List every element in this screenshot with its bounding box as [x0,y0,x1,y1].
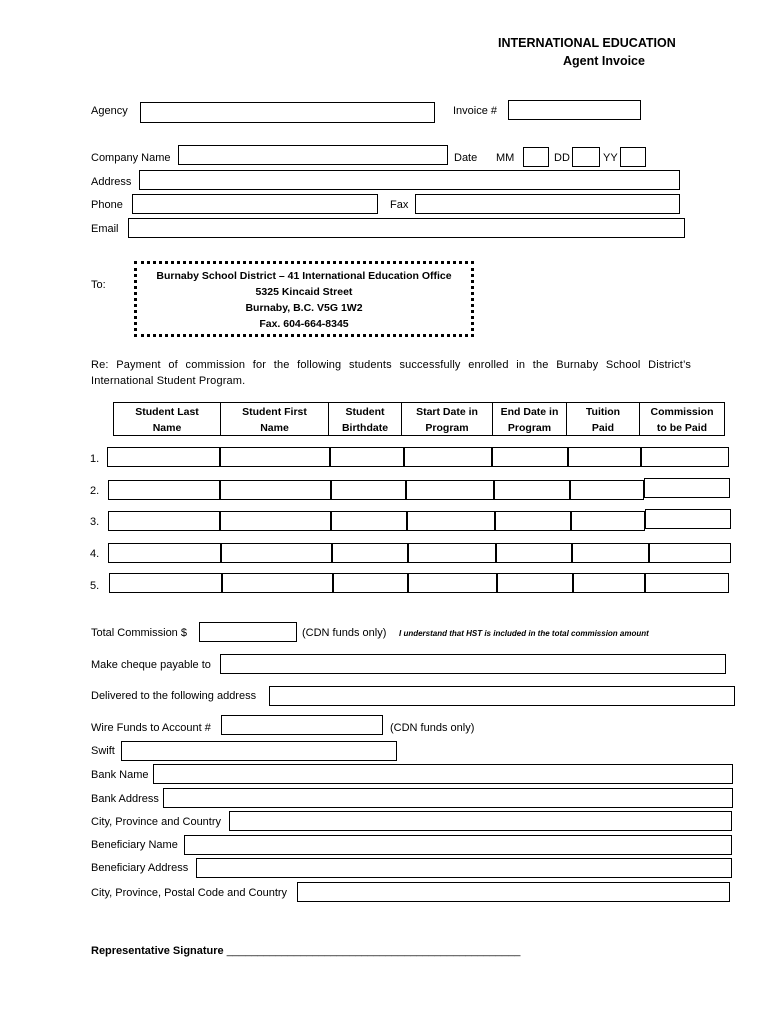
row3-last-name-input[interactable] [108,511,220,531]
row1-first-name-input[interactable] [220,447,330,467]
beneficiary-address-label: Beneficiary Address [91,862,189,874]
date-label: Date [454,152,478,164]
row3-end-date-input[interactable] [495,511,571,531]
header-text: Student First [242,406,307,418]
header-first-name [220,402,328,436]
company-name-input[interactable] [178,145,448,165]
total-commission-label: Total Commission $ [91,627,187,639]
cheque-payable-input[interactable] [220,654,726,674]
cheque-payable-label: Make cheque payable to [91,659,211,671]
row1-birthdate-input[interactable] [330,447,404,467]
signature-label: Representative Signature [91,945,224,957]
invoice-number-input[interactable] [508,100,641,120]
bank-city-label: City, Province and Country [91,816,222,828]
month-input[interactable] [523,147,549,167]
header-text: Student [345,406,385,418]
row2-last-name-input[interactable] [108,480,220,500]
row5-start-date-input[interactable] [408,573,497,593]
year-label: YY [603,152,618,164]
row4-commission-input[interactable] [649,543,731,563]
header-text: End Date in [500,406,559,418]
address-input[interactable] [139,170,680,190]
row-number: 5. [90,580,100,592]
recipient-line: Fax. 604-664-8345 [259,318,349,330]
row2-end-date-input[interactable] [494,480,570,500]
row4-birthdate-input[interactable] [332,543,408,563]
fax-label: Fax [390,199,409,211]
header-tuition [566,402,639,436]
row1-last-name-input[interactable] [107,447,220,467]
header-text: Start Date in [416,406,478,418]
company-name-label: Company Name [91,152,171,164]
year-input[interactable] [620,147,646,167]
fax-input[interactable] [415,194,680,214]
row-number: 4. [90,548,100,560]
recipient-line: Burnaby School District – 41 International Education Office [156,270,452,282]
row3-birthdate-input[interactable] [331,511,407,531]
row5-end-date-input[interactable] [497,573,573,593]
recipient-address-box [134,261,474,337]
phone-input[interactable] [132,194,378,214]
delivered-address-label: Delivered to the following address [91,690,257,702]
header-commission [639,402,725,436]
row5-last-name-input[interactable] [109,573,222,593]
total-commission-input[interactable] [199,622,297,642]
bank-name-label: Bank Name [91,769,149,781]
header-text: Program [425,422,469,434]
cdn-funds-label: (CDN funds only) [302,627,387,639]
month-label: MM [496,152,515,164]
header-text: Program [507,422,552,434]
invoice-label: Invoice # [453,105,498,117]
form-subtitle: Agent Invoice [563,54,645,68]
row2-tuition-input[interactable] [570,480,644,500]
header-start-date [401,402,492,436]
row3-commission-input[interactable] [645,509,731,529]
bank-city-input[interactable] [229,811,732,831]
row2-birthdate-input[interactable] [331,480,406,500]
beneficiary-address-input[interactable] [196,858,732,878]
phone-label: Phone [91,199,123,211]
beneficiary-city-label: City, Province, Postal Code and Country [91,887,288,899]
agency-label: Agency [91,105,128,117]
header-text: Commission [650,406,714,418]
header-text: Name [152,422,182,434]
form-title: INTERNATIONAL EDUCATION [498,36,676,50]
row1-commission-input[interactable] [641,447,729,467]
row4-tuition-input[interactable] [572,543,649,563]
signature-line[interactable]: ________________________________________________ [226,945,521,957]
row-number: 1. [90,453,100,465]
beneficiary-name-input[interactable] [184,835,732,855]
agency-input[interactable] [140,102,435,123]
beneficiary-city-input[interactable] [297,882,730,902]
row5-birthdate-input[interactable] [333,573,408,593]
swift-label: Swift [91,745,115,757]
wire-account-input[interactable] [221,715,383,735]
beneficiary-name-label: Beneficiary Name [91,839,178,851]
row2-commission-input[interactable] [644,478,730,498]
day-input[interactable] [572,147,600,167]
row1-end-date-input[interactable] [492,447,568,467]
header-end-date [492,402,566,436]
row4-end-date-input[interactable] [496,543,572,563]
hst-note: I understand that HST is included in the total commission amount [399,629,649,638]
row4-last-name-input[interactable] [108,543,221,563]
row5-commission-input[interactable] [645,573,729,593]
recipient-line: 5325 Kincaid Street [255,286,353,298]
row4-start-date-input[interactable] [408,543,496,563]
bank-address-label: Bank Address [91,793,159,805]
row3-start-date-input[interactable] [407,511,495,531]
header-text: to be Paid [656,422,708,434]
email-label: Email [91,223,119,235]
header-text: Paid [591,422,615,434]
header-text: Student Last [135,406,199,418]
row4-first-name-input[interactable] [221,543,332,563]
row5-first-name-input[interactable] [222,573,333,593]
day-label: DD [554,152,570,164]
recipient-line: Burnaby, B.C. V5G 1W2 [245,302,363,314]
re-paragraph: Re: Payment of commission for the following students successfully enrolled in the Burnaby School District’s International Student Program. [91,359,691,387]
row3-first-name-input[interactable] [220,511,331,531]
wire-account-label: Wire Funds to Account # [91,722,211,734]
row1-start-date-input[interactable] [404,447,492,467]
row3-tuition-input[interactable] [571,511,645,531]
header-text: Name [260,422,289,434]
signature-row [91,945,520,957]
header-text: Birthdate [341,422,389,434]
row2-start-date-input[interactable] [406,480,494,500]
row1-tuition-input[interactable] [568,447,641,467]
header-birthdate [328,402,401,436]
row2-first-name-input[interactable] [220,480,331,500]
header-last-name [113,402,220,436]
bank-name-input[interactable] [153,764,733,784]
row-number: 2. [90,485,100,497]
to-label: To: [91,279,106,291]
swift-input[interactable] [121,741,397,761]
delivered-address-input[interactable] [269,686,735,706]
bank-address-input[interactable] [163,788,733,808]
row5-tuition-input[interactable] [573,573,645,593]
wire-cdn-label: (CDN funds only) [390,722,475,734]
address-label: Address [91,176,132,188]
row-number: 3. [90,516,100,528]
email-input[interactable] [128,218,685,238]
header-text: Tuition [585,406,621,418]
